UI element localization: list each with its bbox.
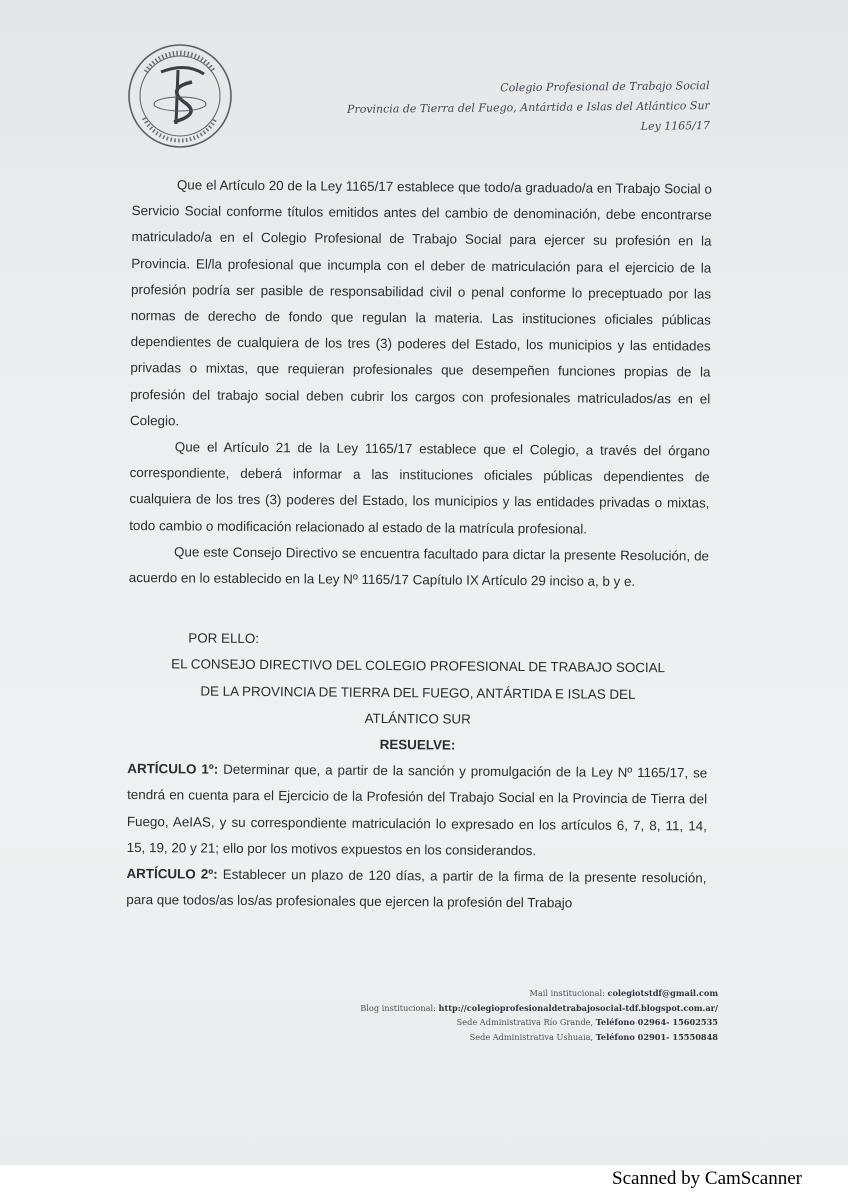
footer-blog: Blog institucional: http://colegioprofesionaldetrabajosocial-tdf.blogspot.com.ar/ xyxy=(360,1002,718,1013)
footer-mail: Mail institucional: colegiotstdf@gmail.com xyxy=(529,988,718,998)
paragraph-article-20: Que el Artículo 20 de la Ley 1165/17 establece que todo/a graduado/a en Trabajo Social o Servicio Social conforme títulos emitidos antes del cambio de denominación, debe encontrarse matriculado/a en el Colegio Profesional de Trabajo Social para ejercer su profesión en la Provincia. El/la profesional que incumpla con el deber de matriculación para el ejercicio de la profesión podría ser pasible de responsabilidad civil o penal conforme lo preceptuado por las normas de derecho de fondo que regulan la materia. Las instituciones oficiales públicas dependientes de cualquiera de los tres (3) poderes del Estado, los municipios y las entidades privadas o mixtas, que requieran profesionales que desempeñen funciones propias de la profesión del trabajo social deben cubrir los cargos con profesionales matriculados/as en el Colegio. xyxy=(129,177,712,429)
paragraph-faculties: Que este Consejo Directivo se encuentra facultado para dictar la presente Resolución, de acuerdo en lo establecido en la Ley Nº 1165/17 Capítulo IX Artículo 29 inciso a, b y e. xyxy=(128,544,710,590)
resuelve-heading: RESUELVE: xyxy=(379,737,456,753)
consejo-line-1: EL CONSEJO DIRECTIVO DEL COLEGIO PROFESIONAL DE TRABAJO SOCIAL xyxy=(171,656,666,676)
article-1-text: Determinar que, a partir de la sanción y promulgación de la Ley Nº 1165/17, se tendrá en cuenta para el Ejercicio de la Profesión del Trabajo Social en la Provincia de Tierra del Fuego, AeIAS, y su correspondiente matriculación lo expresado en los artículos 6, 7, 8, 11, 14, 15, 19, 20 y 21; ello por los motivos expuestos en los considerandos. xyxy=(126,761,708,859)
article-1-label: ARTÍCULO 1º: xyxy=(127,761,219,777)
resolution-body xyxy=(126,172,712,918)
footer-sede-ushuaia: Sede Administrativa Ushuaia, Teléfono 02901- 15550848 xyxy=(469,1031,718,1042)
article-1 xyxy=(127,756,708,865)
consejo-line-3: ATLÁNTICO SUR xyxy=(364,710,471,727)
consejo-line-2: DE LA PROVINCIA DE TIERRA DEL FUEGO, ANTÁRTIDA E ISLAS DEL xyxy=(200,683,636,702)
article-2-label: ARTÍCULO 2º: xyxy=(126,866,218,882)
contact-footer xyxy=(360,986,718,1044)
letterhead-law: Ley 1165/17 xyxy=(640,119,711,133)
por-ello: POR ELLO: xyxy=(188,630,260,647)
camscanner-watermark: Scanned by CamScanner xyxy=(612,1168,802,1189)
letterhead xyxy=(347,76,710,140)
letterhead-province: Provincia de Tierra del Fuego, Antártida e Islas del Atlántico Sur xyxy=(347,99,711,116)
letterhead-college: Colegio Profesional de Trabajo Social xyxy=(500,79,710,95)
footer-sede-rio-grande: Sede Administrativa Río Grande, Teléfono 02964- 15602535 xyxy=(456,1017,718,1027)
paragraph-article-21: Que el Artículo 21 de la Ley 1165/17 establece que el Colegio, a través del órgano correspondiente, deberá informar a las instituciones oficiales públicas dependientes de cualquiera de los tres (3) poderes del Estado, los municipios y las entidades privadas o mixtas, todo cambio o modificación relacionado al estado de la matrícula profesional. xyxy=(129,439,710,537)
college-seal-logo xyxy=(126,42,234,150)
article-2 xyxy=(126,861,706,918)
article-2-text: Establecer un plazo de 120 días, a partir de la firma de la presente resolución, para que todos/as los/as profesionales que ejercen la profesión del Trabajo xyxy=(126,866,707,911)
